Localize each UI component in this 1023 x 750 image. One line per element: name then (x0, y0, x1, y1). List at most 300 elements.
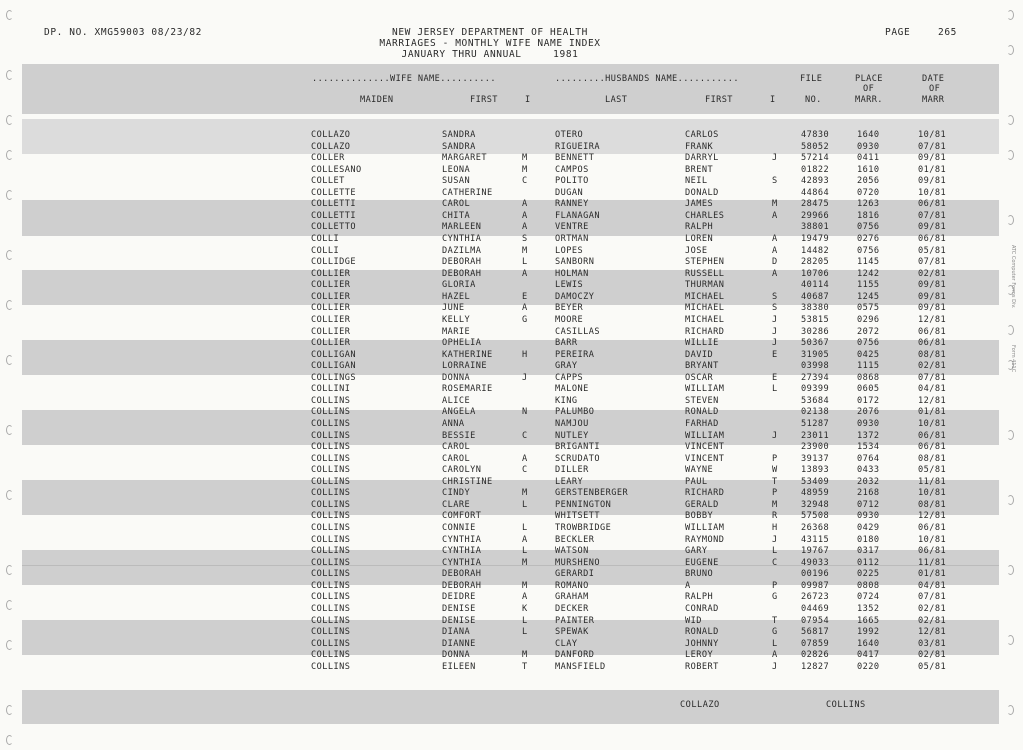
margin-hole (6, 10, 13, 20)
wife-maiden-name: COLLI (311, 245, 340, 256)
date-of-marriage: 12/81 (918, 314, 947, 325)
wife-maiden-name: COLLINS (311, 442, 351, 453)
wife-maiden-name: COLLINS (311, 465, 351, 476)
place-of-marriage: 1242 (857, 268, 880, 279)
husband-initial: C (772, 557, 778, 568)
place-of-marriage: 0756 (857, 222, 880, 233)
husband-first-name: A (685, 580, 691, 591)
wife-initial: E (522, 291, 528, 302)
wife-maiden-name: COLLINS (311, 499, 351, 510)
wife-first-name: CHRISTINE (442, 476, 493, 487)
husband-first-name: FRANK (685, 141, 714, 152)
date-of-marriage: 06/81 (918, 430, 947, 441)
husband-initial: P (772, 580, 778, 591)
husband-initial: A (772, 234, 778, 245)
husband-initial: P (772, 488, 778, 499)
husband-last-name: MOORE (555, 314, 584, 325)
place-of-marriage: 0425 (857, 349, 880, 360)
wife-maiden-name: COLLINS (311, 546, 351, 557)
wife-maiden-name: COLLINS (311, 603, 351, 614)
place-of-marriage: 1372 (857, 430, 880, 441)
wife-maiden-name: COLLETTO (311, 222, 356, 233)
husband-last-name: GERSTENBERGER (555, 488, 629, 499)
margin-hole (1007, 115, 1014, 125)
husband-initial: E (772, 349, 778, 360)
husband-first-name: PAUL (685, 476, 708, 487)
table-row (0, 662, 1023, 674)
date-of-marriage: 07/81 (918, 372, 947, 383)
place-of-marriage: 1145 (857, 257, 880, 268)
margin-hole (1007, 10, 1014, 20)
wife-first-name: CAROLYN (442, 465, 482, 476)
date-of-marriage: 06/81 (918, 338, 947, 349)
husband-last-name: KING (555, 395, 578, 406)
file-number: 39137 (801, 453, 830, 464)
file-number: 07954 (801, 615, 830, 626)
place-of-marriage: 0764 (857, 453, 880, 464)
wife-initial: A (522, 592, 528, 603)
file-number: 53409 (801, 476, 830, 487)
wife-initial: S (522, 234, 528, 245)
husband-first-name: LEROY (685, 650, 714, 661)
place-of-marriage: 0433 (857, 465, 880, 476)
wife-maiden-name: COLLAZO (311, 130, 351, 140)
wife-initial: A (522, 222, 528, 233)
place-of-marriage: 1816 (857, 210, 880, 221)
place-of-marriage: 1610 (857, 164, 880, 175)
husband-initial: J (772, 338, 778, 349)
place-of-marriage: 0868 (857, 372, 880, 383)
wife-maiden-name: COLLINS (311, 661, 351, 672)
wife-first-name: KELLY (442, 314, 471, 325)
place-of-marriage: 2072 (857, 326, 880, 337)
date-of-marriage: 09/81 (918, 303, 947, 314)
husband-initial: J (772, 326, 778, 337)
husband-first-name: BRENT (685, 164, 714, 175)
table-row (0, 569, 1023, 581)
place-of-marriage: 1352 (857, 603, 880, 614)
husband-last-name: RANNEY (555, 199, 589, 210)
table-row (0, 477, 1023, 489)
husband-initial: J (772, 661, 778, 672)
first-header: FIRST (470, 95, 498, 105)
file-number: 43115 (801, 534, 830, 545)
date-of-marriage: 07/81 (918, 141, 947, 152)
date-of-marriage: 06/81 (918, 326, 947, 337)
file-number: 04469 (801, 603, 830, 614)
wife-maiden-name: COLLINS (311, 650, 351, 661)
place-of-marriage: 2032 (857, 476, 880, 487)
wife-first-name: CYNTHIA (442, 234, 482, 245)
wife-maiden-name: COLLESANO (311, 164, 362, 175)
date-of-marriage: 02/81 (918, 603, 947, 614)
husband-initial: J (772, 534, 778, 545)
wife-maiden-name: COLLINS (311, 453, 351, 464)
file-number: 02138 (801, 407, 830, 418)
wife-first-name: KATHERINE (442, 349, 493, 360)
husband-first-header: FIRST (705, 95, 733, 105)
date-of-marriage: 06/81 (918, 546, 947, 557)
place-of-marriage: 0112 (857, 557, 880, 568)
file-number: 56817 (801, 627, 830, 638)
wife-first-name: CLARE (442, 499, 471, 510)
date-of-marriage: 10/81 (918, 419, 947, 429)
husband-last-name: PEREIRA (555, 349, 595, 360)
husband-initial: G (772, 627, 778, 638)
wife-first-name: CYNTHIA (442, 534, 482, 545)
husband-name-group-header: .........HUSBANDS NAME........... (555, 74, 739, 84)
wife-maiden-name: COLLINS (311, 534, 351, 545)
table-row (0, 234, 1023, 246)
husband-first-name: THURMAN (685, 280, 725, 291)
table-row (0, 384, 1023, 396)
wife-first-name: GLORIA (442, 280, 476, 291)
file-number: 07859 (801, 638, 830, 649)
husband-first-name: VINCENT (685, 453, 725, 464)
date-of-marriage: 08/81 (918, 453, 947, 464)
husband-first-name: ROBERT (685, 661, 719, 672)
husband-last-name: SCRUDATO (555, 453, 600, 464)
date-of-marriage: 07/81 (918, 592, 947, 603)
husband-last-name: SPEWAK (555, 627, 589, 638)
wife-initial: L (522, 499, 528, 510)
date-of-marriage: 10/81 (918, 488, 947, 499)
wife-first-name: DEBORAH (442, 569, 482, 580)
table-row (0, 176, 1023, 188)
husband-initial: R (772, 511, 778, 522)
date-of-marriage: 08/81 (918, 349, 947, 360)
husband-last-name: VENTRE (555, 222, 589, 233)
place-of-marriage: 0317 (857, 546, 880, 557)
file-number: 09987 (801, 580, 830, 591)
file-number: 26723 (801, 592, 830, 603)
date-of-marriage: 08/81 (918, 499, 947, 510)
date-of-marriage: 07/81 (918, 257, 947, 268)
place-of-marriage: 2076 (857, 407, 880, 418)
table-row (0, 535, 1023, 547)
date-of-marriage: 07/81 (918, 210, 947, 221)
husband-initial: J (772, 430, 778, 441)
table-row (0, 361, 1023, 373)
wife-maiden-name: COLLETTE (311, 187, 356, 198)
husband-initial: S (772, 291, 778, 302)
husband-last-name: LEWIS (555, 280, 584, 291)
husband-first-name: JOHNNY (685, 638, 719, 649)
file-number: 31905 (801, 349, 830, 360)
husband-first-name: STEPHEN (685, 257, 725, 268)
husband-last-name: MANSFIELD (555, 661, 606, 672)
husband-initial: J (772, 153, 778, 164)
date-header-2: OF (929, 84, 941, 94)
table-row (0, 246, 1023, 258)
wife-maiden-name: COLLINS (311, 395, 351, 406)
file-number: 09399 (801, 384, 830, 395)
wife-initial: M (522, 580, 528, 591)
date-of-marriage: 02/81 (918, 361, 947, 372)
wife-maiden-name: COLLINI (311, 384, 351, 395)
husband-last-name: FLANAGAN (555, 210, 600, 221)
wife-initial: M (522, 650, 528, 661)
date-of-marriage: 06/81 (918, 442, 947, 453)
wife-initial: A (522, 199, 528, 210)
husband-last-name: POLITO (555, 176, 589, 187)
date-of-marriage: 09/81 (918, 280, 947, 291)
wife-first-name: CAROL (442, 442, 471, 453)
table-row (0, 153, 1023, 165)
last-header: LAST (605, 95, 628, 105)
date-of-marriage: 02/81 (918, 268, 947, 279)
husband-initial-header: I (770, 95, 776, 105)
husband-initial: T (772, 615, 778, 626)
table-row (0, 419, 1023, 431)
file-number: 14482 (801, 245, 830, 256)
wife-first-name: COMFORT (442, 511, 482, 522)
wife-first-name: MARIE (442, 326, 471, 337)
date-of-marriage: 10/81 (918, 534, 947, 545)
date-of-marriage: 12/81 (918, 511, 947, 522)
file-number: 28205 (801, 257, 830, 268)
wife-first-name: DEBORAH (442, 257, 482, 268)
husband-last-name: ORTMAN (555, 234, 589, 245)
table-row (0, 142, 1023, 154)
wife-first-name: CAROL (442, 453, 471, 464)
place-of-marriage: 0575 (857, 303, 880, 314)
date-of-marriage: 03/81 (918, 638, 947, 649)
wife-first-name: EILEEN (442, 661, 476, 672)
file-no-header: NO. (805, 95, 822, 105)
husband-initial: S (772, 303, 778, 314)
wife-first-name: LEONA (442, 164, 471, 175)
wife-maiden-name: COLLINS (311, 488, 351, 499)
file-number: 42893 (801, 176, 830, 187)
husband-last-name: LEARY (555, 476, 584, 487)
place-of-marriage: 0720 (857, 187, 880, 198)
place-of-marriage: 1665 (857, 615, 880, 626)
husband-initial: S (772, 176, 778, 187)
file-number: 23011 (801, 430, 830, 441)
file-number: 28475 (801, 199, 830, 210)
place-of-marriage: 0220 (857, 661, 880, 672)
file-number: 10706 (801, 268, 830, 279)
place-of-marriage: 1245 (857, 291, 880, 302)
table-row (0, 350, 1023, 362)
place-of-marriage: 0276 (857, 234, 880, 245)
place-of-marriage: 0429 (857, 523, 880, 534)
husband-last-name: RIGUEIRA (555, 141, 600, 152)
table-row (0, 454, 1023, 466)
husband-last-name: DECKER (555, 603, 589, 614)
file-number: 57508 (801, 511, 830, 522)
file-number: 12827 (801, 661, 830, 672)
wife-first-name: MARGARET (442, 153, 487, 164)
husband-last-name: HOLMAN (555, 268, 589, 279)
file-number: 29966 (801, 210, 830, 221)
wife-first-name: JUNE (442, 303, 465, 314)
place-of-marriage: 0724 (857, 592, 880, 603)
wife-initial: A (522, 453, 528, 464)
place-of-marriage: 0930 (857, 141, 880, 152)
wife-initial: A (522, 210, 528, 221)
file-number: 26368 (801, 523, 830, 534)
husband-last-name: BRIGANTI (555, 442, 600, 453)
place-of-marriage: 0756 (857, 338, 880, 349)
husband-first-name: RUSSELL (685, 268, 725, 279)
table-row (0, 199, 1023, 211)
date-of-marriage: 09/81 (918, 176, 947, 187)
husband-initial: G (772, 592, 778, 603)
wife-maiden-name: COLLIDGE (311, 257, 356, 268)
file-number: 53815 (801, 314, 830, 325)
wife-first-name: CONNIE (442, 523, 476, 534)
file-number: 40687 (801, 291, 830, 302)
husband-first-name: WID (685, 615, 702, 626)
husband-initial: W (772, 465, 778, 476)
date-of-marriage: 10/81 (918, 130, 947, 140)
husband-last-name: ROMANO (555, 580, 589, 591)
place-of-marriage: 1640 (857, 638, 880, 649)
wife-first-name: ANGELA (442, 407, 476, 418)
table-row (0, 188, 1023, 200)
husband-last-name: MALONE (555, 384, 589, 395)
wife-maiden-name: COLLIGAN (311, 361, 356, 372)
husband-last-name: CAMPOS (555, 164, 589, 175)
date-of-marriage: 01/81 (918, 407, 947, 418)
wife-maiden-name: COLLETTI (311, 199, 356, 210)
husband-initial: P (772, 453, 778, 464)
table-row (0, 407, 1023, 419)
side-print-form: Form 411C (1010, 345, 1016, 373)
wife-maiden-name: COLLINS (311, 430, 351, 441)
wife-first-name: DONNA (442, 650, 471, 661)
husband-last-name: CLAY (555, 638, 578, 649)
wife-maiden-name: COLLIGAN (311, 349, 356, 360)
table-row (0, 269, 1023, 281)
wife-initial: A (522, 268, 528, 279)
wife-maiden-name: COLLINS (311, 511, 351, 522)
husband-first-name: CHARLES (685, 210, 725, 221)
date-header-1: DATE (922, 74, 945, 84)
table-row (0, 627, 1023, 639)
wife-first-name: DEIDRE (442, 592, 476, 603)
file-number: 32948 (801, 499, 830, 510)
husband-first-name: GARY (685, 546, 708, 557)
husband-last-name: DILLER (555, 465, 589, 476)
job-number: DP. NO. XMG59003 08/23/82 (44, 27, 202, 38)
wife-initial: M (522, 164, 528, 175)
husband-first-name: RONALD (685, 407, 719, 418)
file-number: 27394 (801, 372, 830, 383)
date-of-marriage: 04/81 (918, 580, 947, 591)
wife-first-name: DEBORAH (442, 268, 482, 279)
file-number: 30286 (801, 326, 830, 337)
date-of-marriage: 12/81 (918, 627, 947, 638)
file-header: FILE (800, 74, 823, 84)
wife-maiden-name: COLLINS (311, 523, 351, 534)
wife-maiden-name: COLLIER (311, 338, 351, 349)
date-of-marriage: 05/81 (918, 465, 947, 476)
wife-maiden-name: COLLINS (311, 615, 351, 626)
husband-last-name: TROWBRIDGE (555, 523, 612, 534)
file-number: 49033 (801, 557, 830, 568)
husband-initial: A (772, 245, 778, 256)
wife-maiden-name: COLLINS (311, 419, 351, 429)
page-number: 265 (938, 27, 957, 38)
place-of-marriage: 0756 (857, 245, 880, 256)
wife-first-name: CINDY (442, 488, 471, 499)
husband-first-name: DONALD (685, 187, 719, 198)
husband-last-name: BEYER (555, 303, 584, 314)
husband-last-name: NAMJOU (555, 419, 589, 429)
table-row (0, 327, 1023, 339)
table-row (0, 222, 1023, 234)
husband-initial: L (772, 384, 778, 395)
husband-first-name: WILLIAM (685, 384, 725, 395)
place-of-marriage: 0180 (857, 534, 880, 545)
date-of-marriage: 12/81 (918, 395, 947, 406)
wife-first-name: ANNA (442, 419, 465, 429)
husband-last-name: CAPPS (555, 372, 584, 383)
wife-maiden-name: COLLINS (311, 580, 351, 591)
wife-initial: L (522, 257, 528, 268)
place-of-marriage: 1263 (857, 199, 880, 210)
wife-first-name: SUSAN (442, 176, 471, 187)
table-row (0, 639, 1023, 651)
margin-hole (1007, 45, 1014, 55)
date-of-marriage: 09/81 (918, 153, 947, 164)
wife-initial: L (522, 627, 528, 638)
file-number: 19767 (801, 546, 830, 557)
page-label: PAGE (885, 27, 911, 38)
husband-last-name: SANBORN (555, 257, 595, 268)
husband-first-name: BRYANT (685, 361, 719, 372)
husband-initial: A (772, 210, 778, 221)
wife-first-name: ROSEMARIE (442, 384, 493, 395)
wife-initial: A (522, 303, 528, 314)
table-row (0, 338, 1023, 350)
table-row (0, 292, 1023, 304)
side-print-vendor: ATC Computer Forms Div. (1010, 245, 1016, 309)
table-row (0, 523, 1023, 535)
wife-first-name: DAZILMA (442, 245, 482, 256)
wife-first-name: CAROL (442, 199, 471, 210)
place-of-marriage: 0712 (857, 499, 880, 510)
file-number: 53684 (801, 395, 830, 406)
file-number: 00196 (801, 569, 830, 580)
file-number: 58052 (801, 141, 830, 152)
date-of-marriage: 11/81 (918, 557, 947, 568)
husband-last-name: CASILLAS (555, 326, 600, 337)
table-row (0, 616, 1023, 628)
wife-maiden-name: COLLINGS (311, 372, 356, 383)
date-of-marriage: 02/81 (918, 615, 947, 626)
husband-initial: M (772, 499, 778, 510)
report-title: NEW JERSEY DEPARTMENT OF HEALTH (392, 27, 588, 38)
date-of-marriage: 01/81 (918, 569, 947, 580)
wife-first-name: DENISE (442, 603, 476, 614)
husband-initial: D (772, 257, 778, 268)
husband-initial: J (772, 314, 778, 325)
wife-first-name: CYNTHIA (442, 546, 482, 557)
husband-last-name: BARR (555, 338, 578, 349)
table-row (0, 546, 1023, 558)
husband-last-name: PALUMBO (555, 407, 595, 418)
husband-first-name: JOSE (685, 245, 708, 256)
husband-first-name: WILLIAM (685, 523, 725, 534)
wife-first-name: DEBORAH (442, 580, 482, 591)
husband-initial: L (772, 546, 778, 557)
wife-maiden-name: COLLI (311, 234, 340, 245)
file-number: 03998 (801, 361, 830, 372)
